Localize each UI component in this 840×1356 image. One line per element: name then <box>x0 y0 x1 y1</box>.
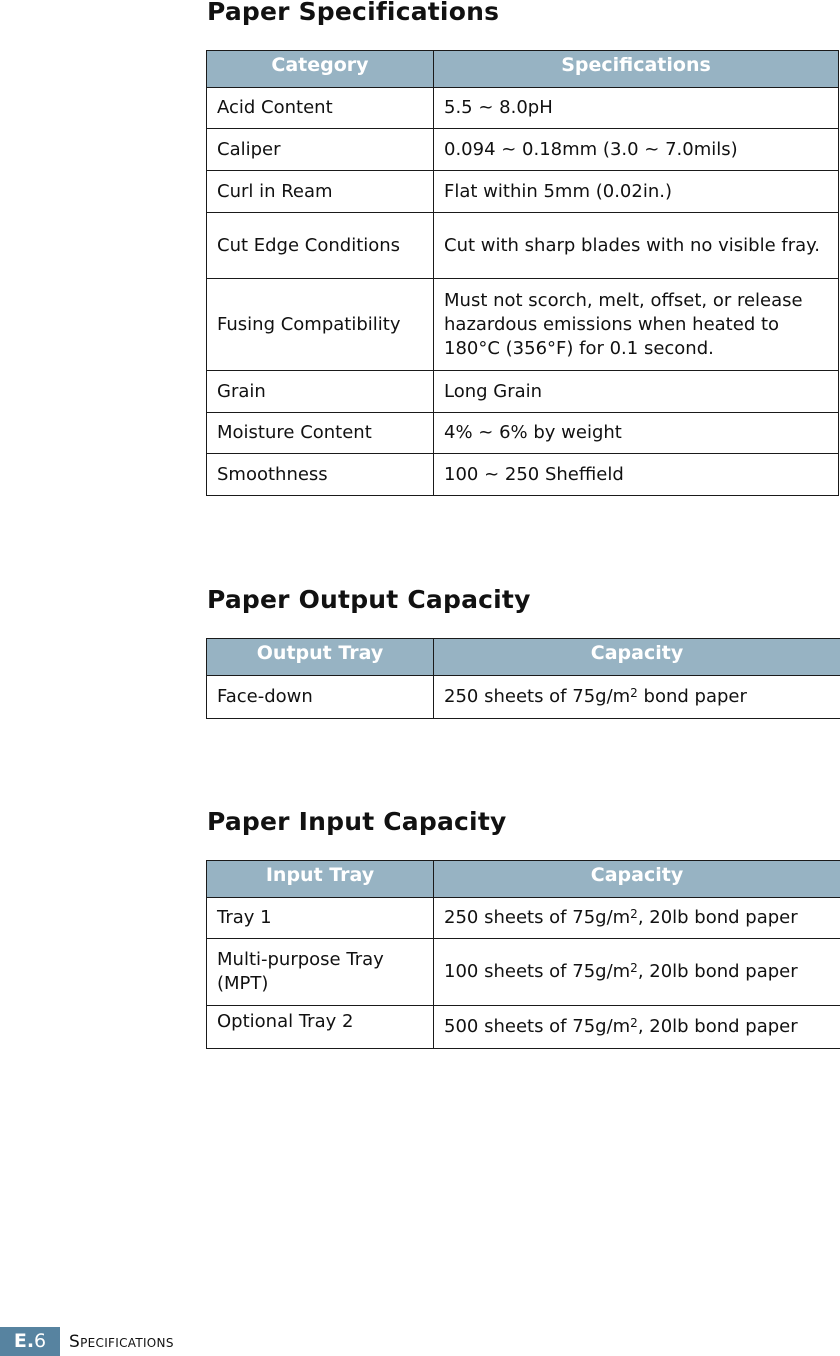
column-header-capacity: Capacity <box>434 639 840 676</box>
table-header-row <box>207 639 840 676</box>
chapter-label: Specifications <box>69 1332 174 1352</box>
cell-category: Caliper <box>207 129 434 171</box>
cell-category: Cut Edge Conditions <box>207 213 434 279</box>
table-header-row <box>207 861 840 898</box>
superscript: 2 <box>630 907 638 921</box>
cell-tray: Tray 1 <box>207 898 434 939</box>
superscript: 2 <box>630 961 638 975</box>
table-row <box>207 171 839 213</box>
section-title-paper-specifications: Paper Specifications <box>207 0 500 26</box>
table-row <box>207 454 839 496</box>
paper-input-capacity-table <box>206 860 840 1049</box>
cell-category: Smoothness <box>207 454 434 496</box>
table-row <box>207 939 840 1006</box>
cell-capacity <box>434 1006 840 1049</box>
table-row <box>207 898 840 939</box>
cell-capacity <box>434 676 840 719</box>
superscript: 2 <box>630 1016 638 1030</box>
capacity-text-suffix: , 20lb bond paper <box>637 1016 798 1037</box>
table-row <box>207 213 839 279</box>
column-header-capacity: Capacity <box>434 861 840 898</box>
page-footer <box>0 1327 840 1356</box>
cell-tray: Face-down <box>207 676 434 719</box>
section-title-paper-output-capacity: Paper Output Capacity <box>207 585 531 614</box>
cell-category: Grain <box>207 371 434 413</box>
cell-specification: Cut with sharp blades with no visible fray. <box>434 213 839 279</box>
capacity-text-suffix: , 20lb bond paper <box>637 907 798 928</box>
capacity-text: 100 sheets of 75g/m <box>444 961 631 982</box>
cell-capacity <box>434 939 840 1006</box>
page-number: 6 <box>34 1330 47 1352</box>
cell-specification: 5.5 ~ 8.0pH <box>434 88 839 129</box>
cell-category: Fusing Compatibility <box>207 279 434 371</box>
page-number-badge <box>0 1327 60 1356</box>
table-row <box>207 676 840 719</box>
capacity-text: 250 sheets of 75g/m <box>444 686 631 707</box>
table-row <box>207 371 839 413</box>
table-row <box>207 413 839 454</box>
capacity-text-suffix: bond paper <box>637 686 747 707</box>
cell-specification: Flat within 5mm (0.02in.) <box>434 171 839 213</box>
column-header-category: Category <box>207 51 434 88</box>
cell-tray: Optional Tray 2 <box>207 1006 434 1049</box>
section-title-paper-input-capacity: Paper Input Capacity <box>207 807 507 836</box>
cell-specification: Long Grain <box>434 371 839 413</box>
cell-category: Moisture Content <box>207 413 434 454</box>
column-header-specifications: Specifications <box>434 51 839 88</box>
page-number-prefix: E. <box>13 1330 35 1352</box>
table-row <box>207 1006 840 1049</box>
cell-tray: Multi-purpose Tray (MPT) <box>207 939 434 1006</box>
table-row <box>207 88 839 129</box>
table-row <box>207 129 839 171</box>
cell-category: Acid Content <box>207 88 434 129</box>
cell-specification: 0.094 ~ 0.18mm (3.0 ~ 7.0mils) <box>434 129 839 171</box>
capacity-text: 250 sheets of 75g/m <box>444 907 631 928</box>
cell-specification: 100 ~ 250 Sheffield <box>434 454 839 496</box>
cell-specification: 4% ~ 6% by weight <box>434 413 839 454</box>
cell-capacity <box>434 898 840 939</box>
cell-category: Curl in Ream <box>207 171 434 213</box>
table-row <box>207 279 839 371</box>
superscript: 2 <box>630 686 638 700</box>
paper-specifications-table <box>206 50 839 496</box>
cell-specification: Must not scorch, melt, offset, or release hazardous emissions when heated to 180°C (356°F) for 0.1 second. <box>434 279 839 371</box>
paper-output-capacity-table <box>206 638 840 719</box>
capacity-text: 500 sheets of 75g/m <box>444 1016 631 1037</box>
column-header-input-tray: Input Tray <box>207 861 434 898</box>
capacity-text-suffix: , 20lb bond paper <box>637 961 798 982</box>
table-header-row <box>207 51 839 88</box>
column-header-output-tray: Output Tray <box>207 639 434 676</box>
